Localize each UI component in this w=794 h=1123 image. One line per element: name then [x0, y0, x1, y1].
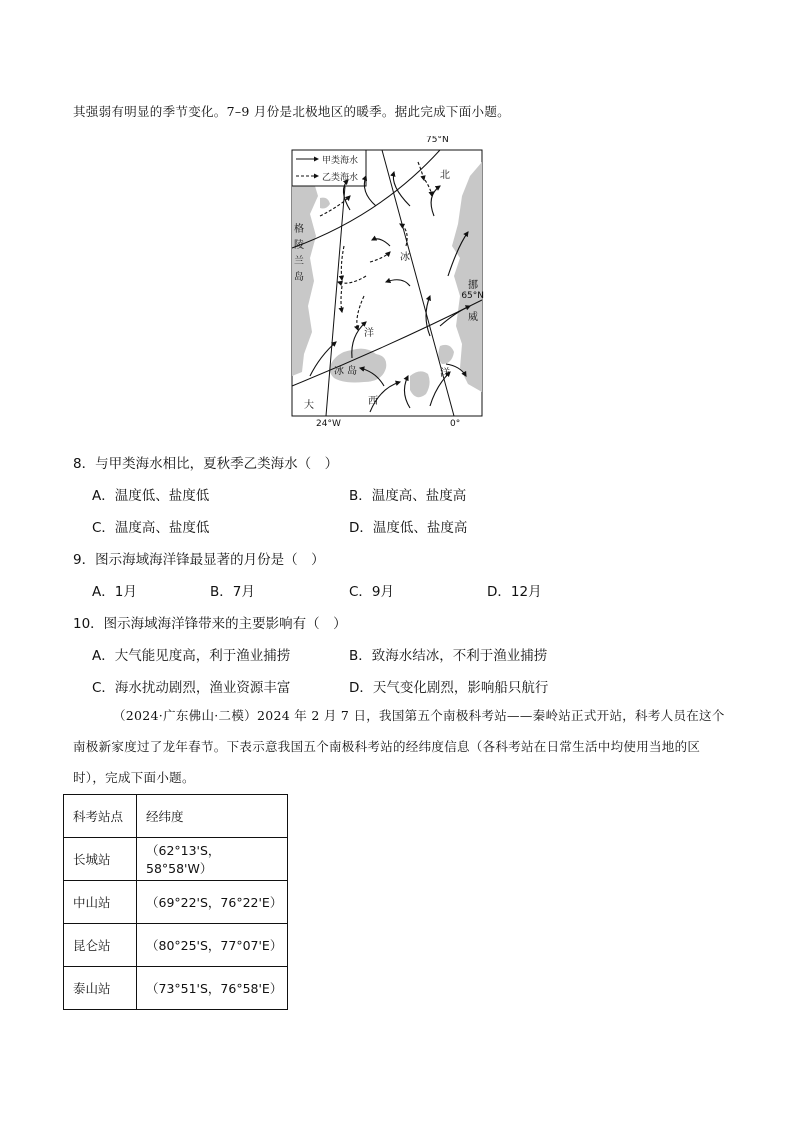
station-table [63, 794, 288, 1010]
q9-option-c: C．9月 [349, 584, 395, 600]
lon-0-label: 0° [450, 419, 461, 428]
q8-option-a: A．温度低、盐度低 [92, 488, 210, 504]
question-10-stem: 10．图示海域海洋锋带来的主要影响有（ ） [73, 616, 347, 632]
station-name: 泰山站 [64, 967, 137, 1010]
table-row [64, 881, 288, 924]
table-row [64, 838, 288, 881]
lat-75n-label: 75°N [426, 136, 449, 145]
question-8-stem: 8．与甲类海水相比，夏秋季乙类海水（ ） [73, 456, 339, 472]
question-9-stem: 9．图示海域海洋锋最显著的月份是（ ） [73, 552, 325, 568]
label-nuo: 挪 [468, 280, 478, 291]
label-wei: 威 [468, 312, 478, 323]
map-frame [292, 150, 482, 416]
lon-24w-label: 24°W [316, 419, 341, 428]
station-name: 长城站 [64, 838, 137, 881]
intro-text: 其强弱有明显的季节变化。7–9 月份是北极地区的暖季。据此完成下面小题。 [73, 104, 510, 119]
label-da: 大 [304, 400, 314, 411]
station-coords: （69°22'S，76°22'E） [137, 881, 288, 924]
lat-65n-label: 65°N [461, 291, 484, 301]
label-yang-2: 洋 [440, 368, 450, 379]
q8-option-c: C．温度高、盐度低 [92, 520, 210, 536]
station-coords: （80°25'S，77°07'E） [137, 924, 288, 967]
passage-text: （2024·广东佛山·二模）2024 年 2 月 7 日，我国第五个南极科考站——秦岭站正式开站，科考人员在这个南极新家度过了龙年春节。下表示意我国五个南极科考站的经纬度信息（各科考站在日常生活中均使用当地的区时），完成下面小题。 [73, 708, 725, 785]
table-header-station: 科考站点 [64, 795, 137, 838]
label-bing: 冰 [400, 252, 410, 263]
label-xi: 西 [368, 396, 378, 407]
q10-option-d: D．天气变化剧烈，影响船只航行 [349, 680, 549, 696]
table-row [64, 924, 288, 967]
table-row [64, 967, 288, 1010]
station-coords: （73°51'S，76°58'E） [137, 967, 288, 1010]
label-ling: 陵 [294, 240, 304, 251]
ocean-front-map [290, 136, 484, 428]
q8-option-d: D．温度低、盐度高 [349, 520, 468, 536]
q9-option-d: D．12月 [487, 584, 542, 600]
label-iceland: 冰 岛 [334, 366, 358, 377]
q10-option-a: A．大气能见度高，利于渔业捕捞 [92, 648, 291, 664]
station-name: 昆仑站 [64, 924, 137, 967]
table-header-row [64, 795, 288, 838]
label-yang-1: 洋 [364, 328, 374, 339]
label-lan: 兰 [294, 256, 304, 267]
legend-yi-label: 乙类海水 [322, 173, 359, 183]
station-coords: （62°13'S，58°58'W） [137, 838, 288, 881]
station-name: 中山站 [64, 881, 137, 924]
legend-jia-label: 甲类海水 [322, 156, 359, 166]
q8-option-b: B．温度高、盐度高 [349, 488, 467, 504]
label-bei: 北 [440, 170, 450, 181]
label-dao: 岛 [294, 272, 304, 283]
q10-option-b: B．致海水结冰，不利于渔业捕捞 [349, 648, 548, 664]
label-ge: 格 [294, 224, 304, 235]
q9-option-b: B．7月 [210, 584, 255, 600]
q9-option-a: A．1月 [92, 584, 137, 600]
table-header-coords: 经纬度 [137, 795, 288, 838]
q10-option-c: C．海水扰动剧烈，渔业资源丰富 [92, 680, 291, 696]
